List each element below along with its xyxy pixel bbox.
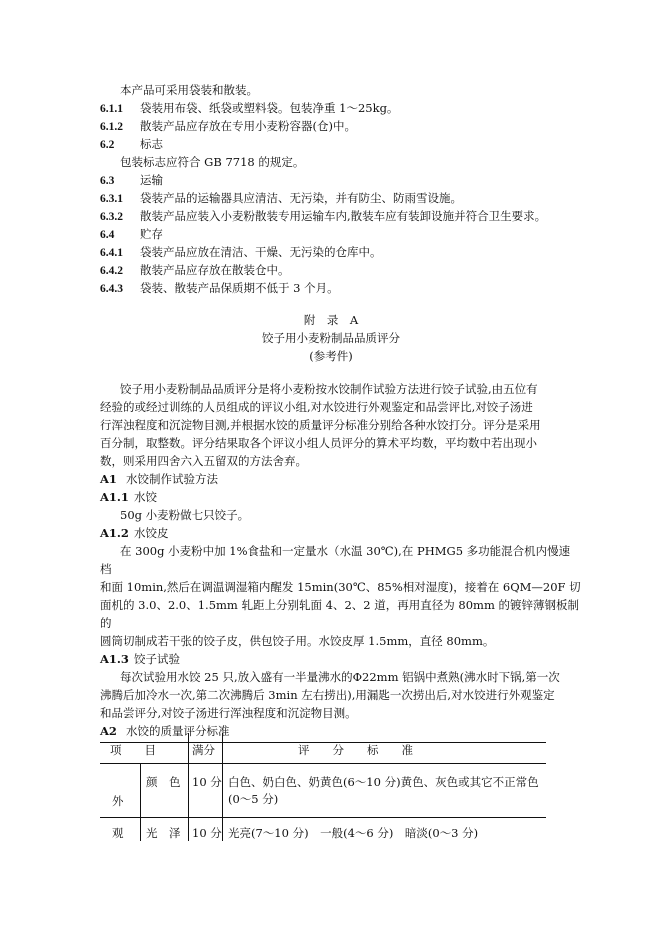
a1-2-line-3: 和面 10min,然后在调温调湿箱内醒发 15min(30℃、85%相对湿度)，接着在 6QM—20F 切	[100, 580, 581, 594]
intro-line-4: 百分制，取整数。评分结果取各个评议小组人员评分的算术平均数，平均数中若出现小	[100, 436, 537, 450]
table-row-2-item: 光 泽	[146, 826, 181, 840]
para-marking: 包装标志应符合 GB 7718 的规定。	[120, 155, 305, 169]
clause-6-3	[100, 172, 163, 189]
table-col-divider-2	[222, 733, 223, 841]
clause-6-1-1	[100, 100, 398, 117]
clause-text: 袋装、散装产品保质期不低于 3 个月。	[140, 281, 339, 295]
clause-6-4-1	[100, 244, 382, 261]
intro-line-2: 经验的或经过训练的人员组成的评议小组,对水饺进行外观鉴定和品尝评比,对饺子汤进	[100, 400, 533, 414]
a1-2-line-2: 档	[100, 562, 112, 576]
clause-text: 袋装产品的运输器具应清洁、无污染，并有防尘、防雨雪设施。	[140, 191, 462, 205]
clause-6-2	[100, 136, 163, 153]
table-group-label-2: 观	[112, 826, 124, 840]
clause-6-3-2	[100, 208, 546, 225]
clause-6-3-1	[100, 190, 462, 207]
table-row-2-score: 10 分	[192, 826, 222, 840]
heading-number: A2	[100, 724, 117, 738]
a1-2-line-4: 面机的 3.0、2.0、1.5mm 轧距上分别轧面 4、2、2 道，再用直径为 80mm 的镀锌薄钢板制	[100, 598, 579, 612]
heading-number: A1	[100, 472, 117, 486]
clause-number: 6.3.2	[100, 211, 123, 223]
clause-6-1-2	[100, 118, 356, 135]
clause-text: 散装产品应存放在散装仓中。	[140, 263, 290, 277]
clause-number: 6.2	[100, 139, 115, 151]
table-header-item: 项 目	[110, 743, 156, 757]
clause-text: 散装产品应存放在专用小麦粉容器(仓)中。	[140, 119, 356, 133]
a1-2-line-6: 圆筒切制成若干张的饺子皮，供包饺子用。水饺皮厚 1.5mm，直径 80mm。	[100, 634, 495, 648]
clause-number: 6.1.2	[100, 121, 123, 133]
heading-a1-1	[100, 489, 157, 505]
heading-text: 水饺	[134, 490, 157, 504]
clause-number: 6.4	[100, 229, 115, 241]
appendix-label: 附 录 A	[303, 313, 359, 327]
clause-number: 6.3	[100, 175, 115, 187]
table-row-1-item: 颜 色	[146, 775, 181, 789]
heading-number: A1.3	[100, 652, 129, 666]
table-row-1-criteria-line-1: 白色、奶白色、奶黄色(6～10 分)黄色、灰色或其它不正常色	[228, 775, 539, 789]
appendix-note: (参考件)	[309, 349, 353, 363]
a1-2-line-1: 在 300g 小麦粉中加 1%食盐和一定量水（水温 30℃),在 PHMG5 多功能混合机内慢速	[120, 544, 571, 558]
table-rule-header-bottom	[100, 763, 546, 764]
heading-number: A1.2	[100, 526, 129, 540]
clause-number: 6.1.1	[100, 103, 123, 115]
clause-6-4-3	[100, 280, 339, 297]
heading-number: A1.1	[100, 490, 129, 504]
clause-text: 运输	[140, 173, 163, 187]
a1-3-line-3: 和品尝评分,对饺子汤进行浑浊程度和沉淀物目测。	[100, 706, 357, 720]
clause-number: 6.3.1	[100, 193, 123, 205]
intro-line-5: 数，则采用四舍六入五留双的方法舍弃。	[100, 454, 307, 468]
heading-text: 水饺制作试验方法	[126, 472, 218, 486]
a1-2-line-5: 的	[100, 616, 112, 630]
para-packaging-intro: 本产品可采用袋装和散装。	[120, 83, 258, 97]
clause-text: 袋装产品应放在清洁、干燥、无污染的仓库中。	[140, 245, 382, 259]
clause-number: 6.4.3	[100, 283, 123, 295]
table-row-2-criteria: 光亮(7～10 分) 一般(4～6 分) 暗淡(0～3 分)	[228, 826, 479, 840]
clause-text: 袋装用布袋、纸袋或塑料袋。包装净重 1～25kg。	[140, 101, 399, 115]
heading-a1-2	[100, 525, 169, 541]
a1-1-text: 50g 小麦粉做七只饺子。	[120, 508, 250, 522]
intro-line-3: 行浑浊程度和沉淀物目测,并根据水饺的质量评分标准分别给各种水饺打分。评分是采用	[100, 418, 541, 432]
heading-text: 饺子试验	[134, 652, 180, 666]
heading-text: 水饺皮	[134, 526, 169, 540]
table-rule-row-1	[100, 817, 546, 818]
table-col-divider-1	[188, 733, 189, 841]
table-row-1-score: 10 分	[192, 775, 222, 789]
clause-number: 6.4.2	[100, 265, 123, 277]
heading-a1-3	[100, 651, 180, 667]
table-row-1-criteria-line-2: (0～5 分)	[228, 792, 279, 806]
table-header-score: 满分	[192, 743, 215, 757]
clause-6-4	[100, 226, 163, 243]
table-group-label-1: 外	[112, 794, 124, 808]
clause-text: 贮存	[140, 227, 163, 241]
intro-line-1: 饺子用小麦粉制品品质评分是将小麦粉按水饺制作试验方法进行饺子试验,由五位有	[120, 382, 538, 396]
a1-3-line-2: 沸腾后加冷水一次,第二次沸腾后 3min 左右捞出),用漏匙一次捞出后,对水饺进行外观鉴定	[100, 688, 555, 702]
heading-a2	[100, 723, 230, 739]
clause-text: 散装产品应装入小麦粉散装专用运输车内,散装车应有装卸设施并符合卫生要求。	[140, 209, 547, 223]
appendix-title: 饺子用小麦粉制品品质评分	[262, 331, 400, 345]
table-header-criteria: 评 分 标 准	[298, 743, 413, 757]
a1-3-line-1: 每次试验用水饺 25 只,放入盛有一半量沸水的Φ22mm 铝锅中煮熟(沸水时下锅,第一次	[120, 670, 560, 684]
heading-a1	[100, 471, 218, 487]
table-col-divider-group	[140, 763, 141, 841]
clause-6-4-2	[100, 262, 290, 279]
clause-number: 6.4.1	[100, 247, 123, 259]
heading-text: 水饺的质量评分标准	[126, 724, 230, 738]
clause-text: 标志	[140, 137, 163, 151]
